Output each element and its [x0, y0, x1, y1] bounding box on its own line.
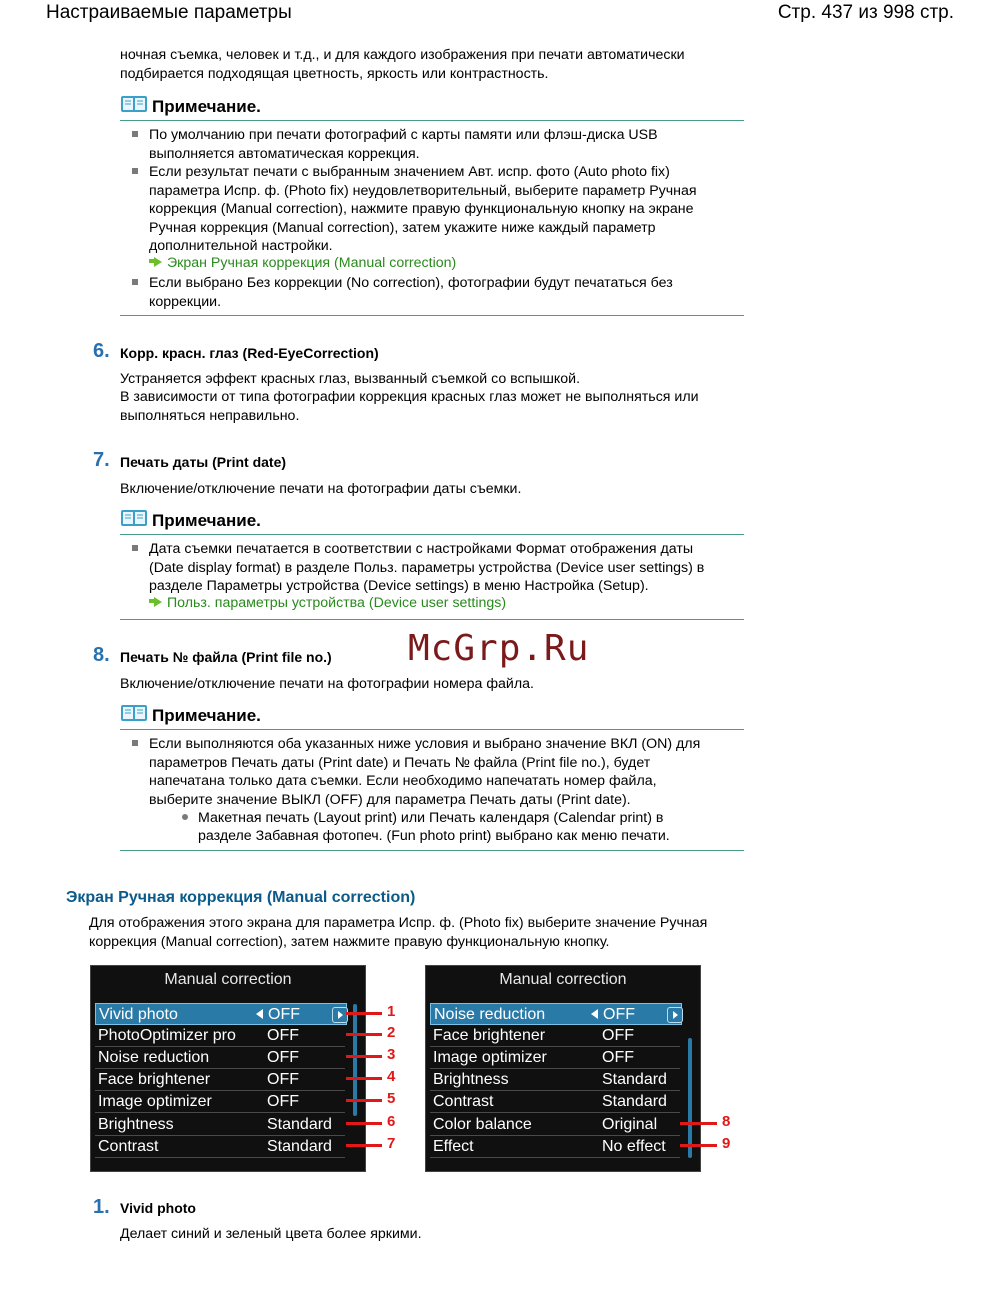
note1-b2-line3: коррекция (Manual correction), нажмите правую функциональную кнопку на экране: [149, 201, 694, 217]
menu-row-color-balance[interactable]: [430, 1114, 680, 1136]
note-header: [120, 508, 744, 535]
row-value: OFF: [267, 1093, 299, 1110]
row-value: Standard: [602, 1093, 667, 1110]
menu-row-vivid-photo[interactable]: [95, 1003, 347, 1025]
row-value: Original: [602, 1116, 658, 1133]
item-number: 7.: [93, 449, 110, 471]
row-value: OFF: [602, 1049, 634, 1066]
row-label: Contrast: [433, 1093, 494, 1110]
s6-body-3: выполняться неправильно.: [120, 408, 300, 424]
menu-row-face-brightener[interactable]: [430, 1025, 680, 1047]
item-number: 6.: [93, 340, 110, 362]
row-value: OFF: [267, 1049, 299, 1066]
menu-row-contrast[interactable]: [430, 1091, 680, 1113]
note3-sub-line2: разделе Забавная фотопеч. (Fun photo print) выбрано как меню печати.: [198, 828, 670, 844]
callout-line: [346, 1099, 382, 1102]
device-user-settings-link[interactable]: [149, 595, 506, 611]
callout-number: 2: [387, 1024, 396, 1041]
note1-b3-line1: Если выбрано Без коррекции (No correction), фотографии будут печататься без: [149, 275, 673, 291]
manual-correction-link[interactable]: [149, 255, 456, 271]
intro-line-2: подбирается подходящая цветность, яркость или контрастность.: [120, 66, 549, 82]
callout-number: 3: [387, 1046, 396, 1063]
callout-line: [346, 1144, 382, 1147]
s1-body: Делает синий и зеленый цвета более яркими.: [120, 1226, 422, 1242]
menu-row-brightness[interactable]: [95, 1114, 345, 1136]
right-arrow-icon: [667, 1007, 683, 1023]
item-number: 8.: [93, 644, 110, 666]
row-label: Image optimizer: [433, 1049, 547, 1066]
note1-b2-line4: Ручная коррекция (Manual correction), затем укажите ниже каждый параметр: [149, 220, 656, 236]
callout-number: 6: [387, 1113, 396, 1130]
right-arrow-icon: [332, 1007, 348, 1023]
link-label: Польз. параметры устройства (Device user settings): [166, 595, 507, 611]
row-value: OFF: [602, 1027, 634, 1044]
row-value: Standard: [602, 1071, 667, 1088]
callout-number: 7: [387, 1135, 396, 1152]
callout-line: [346, 1122, 382, 1125]
row-label: Image optimizer: [98, 1093, 212, 1110]
bullet-icon: [132, 279, 138, 285]
row-value: Standard: [267, 1138, 332, 1155]
note-title: Примечание.: [152, 97, 261, 116]
s8-body: Включение/отключение печати на фотографии номера файла.: [120, 676, 534, 692]
note-header: [120, 703, 744, 730]
callout-line: [680, 1122, 717, 1125]
note1-b1-line2: выполняется автоматическая коррекция.: [149, 146, 420, 162]
lcd-screen-1: [90, 965, 366, 1172]
note1-b1-line1: По умолчанию при печати фотографий с карты памяти или флэш-диска USB: [149, 127, 658, 143]
note1-b3-line2: коррекции.: [149, 294, 222, 310]
row-label: Face brightener: [433, 1027, 546, 1044]
watermark: McGrp.Ru: [408, 628, 590, 669]
item-number: 1.: [93, 1196, 110, 1218]
lcd-screen-2: [425, 965, 701, 1172]
item-title: Печать даты (Print date): [120, 454, 287, 470]
row-value: OFF: [267, 1071, 299, 1088]
note-title: Примечание.: [152, 511, 261, 530]
book-icon: [120, 508, 148, 528]
row-label: Color balance: [433, 1116, 532, 1133]
callout-line: [346, 1077, 382, 1080]
page-title: Настраиваемые параметры: [46, 2, 292, 23]
menu-row-image-optimizer[interactable]: [95, 1091, 345, 1113]
row-label: Face brightener: [98, 1071, 211, 1088]
menu-row-image-optimizer[interactable]: [430, 1047, 680, 1069]
note-divider: [120, 850, 744, 851]
menu-row-face-brightener[interactable]: [95, 1069, 345, 1091]
note3-sub-line1: Макетная печать (Layout print) или Печать календаря (Calendar print) в: [198, 810, 664, 826]
screen-title: Manual correction: [164, 971, 292, 988]
left-arrow-icon: [591, 1009, 598, 1019]
callout-line: [346, 1033, 382, 1036]
menu-row-contrast[interactable]: [95, 1136, 345, 1158]
callout-number: 8: [722, 1113, 731, 1130]
note-divider: [120, 619, 744, 620]
bullet-icon: [132, 740, 138, 746]
book-icon: [120, 94, 148, 114]
s6-body-2: В зависимости от типа фотографии коррекция красных глаз может не выполняться или: [120, 389, 699, 405]
callout-number: 9: [722, 1135, 731, 1152]
bullet-icon: [132, 131, 138, 137]
s6-body-1: Устраняется эффект красных глаз, вызванный съемкой со вспышкой.: [120, 371, 581, 387]
sub-bullet-icon: [182, 814, 188, 820]
section-heading: Экран Ручная коррекция (Manual correction): [66, 889, 416, 906]
row-label: Contrast: [98, 1138, 159, 1155]
callout-line: [680, 1144, 717, 1147]
link-label: Экран Ручная коррекция (Manual correction): [166, 255, 457, 271]
menu-row-noise-reduction[interactable]: [95, 1047, 345, 1069]
row-label: Effect: [433, 1138, 474, 1155]
callout-number: 1: [387, 1003, 396, 1020]
item-title: Корр. красн. глаз (Red-EyeCorrection): [120, 345, 379, 361]
row-value: No effect: [602, 1138, 666, 1155]
item-title: Vivid photo: [120, 1200, 196, 1216]
menu-row-brightness[interactable]: [430, 1069, 680, 1091]
note2-b1-line3: разделе Параметры устройства (Device settings) в меню Настройка (Setup).: [149, 578, 649, 594]
note-divider: [120, 315, 744, 316]
bullet-icon: [132, 168, 138, 174]
note-header: [120, 94, 744, 121]
section-body-1: Для отображения этого экрана для параметра Испр. ф. (Photo fix) выберите значение Ручная: [89, 915, 708, 931]
row-label: Brightness: [98, 1116, 174, 1133]
row-value: OFF: [603, 1006, 635, 1023]
left-arrow-icon: [256, 1009, 263, 1019]
row-label: Noise reduction: [98, 1049, 210, 1066]
menu-row-effect[interactable]: [430, 1136, 680, 1158]
note3-b1-line4: выберите значение ВЫКЛ (OFF) для параметра Печать даты (Print date).: [149, 792, 631, 808]
callout-number: 4: [387, 1068, 396, 1085]
scrollbar[interactable]: [688, 1038, 692, 1158]
note-title: Примечание.: [152, 706, 261, 725]
screen-title: Manual correction: [499, 971, 627, 988]
s7-body: Включение/отключение печати на фотографии даты съемки.: [120, 481, 522, 497]
section-body-2: коррекция (Manual correction), затем нажмите правую функциональную кнопку.: [89, 934, 610, 950]
row-label: PhotoOptimizer pro: [98, 1027, 236, 1044]
book-icon: [120, 703, 148, 723]
callout-line: [346, 1012, 382, 1015]
row-value: OFF: [267, 1027, 299, 1044]
row-label: Vivid photo: [99, 1006, 178, 1023]
note1-b2-line5: дополнительной настройки.: [149, 238, 333, 254]
row-value: OFF: [268, 1006, 300, 1023]
note3-b1-line3: напечатана только дата съемки. Если необходимо напечатать номер файла,: [149, 773, 657, 789]
row-value: Standard: [267, 1116, 332, 1133]
bullet-icon: [132, 545, 138, 551]
note3-b1-line2: параметров Печать даты (Print date) и Печать № файла (Print file no.), будет: [149, 755, 651, 771]
note2-b1-line2: (Date display format) в разделе Польз. параметры устройства (Device user settings) в: [149, 560, 705, 576]
row-label: Noise reduction: [434, 1006, 546, 1023]
page-counter: Стр. 437 из 998 стр.: [777, 2, 954, 23]
note1-b2-line1: Если результат печати с выбранным значением Авт. испр. фото (Auto photo fix): [149, 164, 670, 180]
callout-number: 5: [387, 1090, 396, 1107]
menu-row-photooptimizer-pro[interactable]: [95, 1025, 345, 1047]
row-label: Brightness: [433, 1071, 509, 1088]
note1-b2-line2: параметра Испр. ф. (Photo fix) неудовлетворительный, выберите параметр Ручная: [149, 183, 697, 199]
note2-b1-line1: Дата съемки печатается в соответствии с настройками Формат отображения даты: [149, 541, 694, 557]
intro-line-1: ночная съемка, человек и т.д., и для каждого изображения при печати автоматически: [120, 47, 685, 63]
note3-b1-line1: Если выполняются оба указанных ниже условия и выбрано значение ВКЛ (ON) для: [149, 736, 701, 752]
menu-row-noise-reduction[interactable]: [430, 1003, 682, 1025]
item-title: Печать № файла (Print file no.): [120, 649, 332, 665]
callout-line: [346, 1055, 382, 1058]
